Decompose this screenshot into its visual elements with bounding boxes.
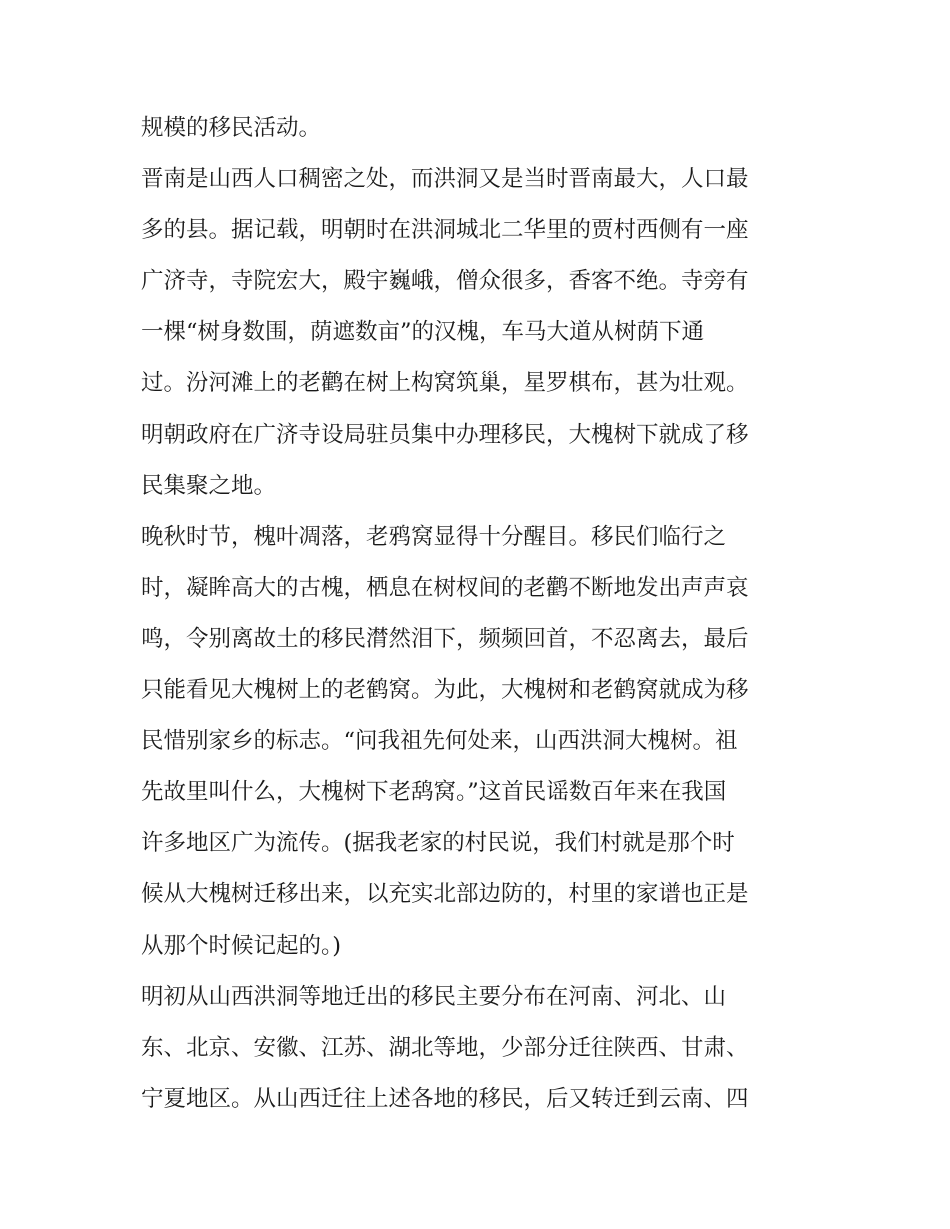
document-body xyxy=(141,103,821,1125)
text-line-10: 时，凝眸高大的古槐，栖息在树杈间的老鹳不断地发出声声哀 xyxy=(141,574,749,601)
text-line-15: 许多地区广为流传。(据我老家的村民说，我们村就是那个时 xyxy=(141,830,735,857)
text-line-19: 东、北京、安徽、江苏、湖北等地，少部分迁往陕西、甘肃、 xyxy=(141,1034,749,1061)
text-line-16: 候从大槐树迁移出来，以充实北部边防的，村里的家谱也正是 xyxy=(141,881,749,908)
text-line-11: 鸣，令别离故土的移民潸然泪下，频频回首，不忍离去，最后 xyxy=(141,625,749,652)
text-line-4: 广济寺，寺院宏大，殿宇巍峨，僧众很多，香客不绝。寺旁有 xyxy=(141,268,749,295)
text-line-13: 民惜别家乡的标志。“问我祖先何处来，山西洪洞大槐树。祖 xyxy=(141,728,738,755)
text-line-3: 多的县。据记载，明朝时在洪洞城北二华里的贾村西侧有一座 xyxy=(141,217,749,244)
text-line-18: 明初从山西洪洞等地迁出的移民主要分布在河南、河北、山 xyxy=(141,983,727,1010)
text-line-1: 规模的移民活动。 xyxy=(141,115,322,141)
text-line-17: 从那个时候记起的。) xyxy=(141,932,342,959)
text-line-2: 晋南是山西人口稠密之处，而洪洞又是当时晋南最大，人口最 xyxy=(141,166,749,193)
text-line-6: 过。汾河滩上的老鹳在树上构窝筑巢，星罗棋布，甚为壮观。 xyxy=(141,370,749,397)
text-line-9: 晚秋时节，槐叶凋落，老鸦窝显得十分醒目。移民们临行之 xyxy=(141,523,727,550)
text-line-12: 只能看见大槐树上的老鹤窝。为此，大槐树和老鹤窝就成为移 xyxy=(141,677,749,704)
text-line-8: 民集聚之地。 xyxy=(141,472,277,499)
text-line-7: 明朝政府在广济寺设局驻员集中办理移民，大槐树下就成了移 xyxy=(141,421,749,448)
text-line-14: 先故里叫什么，大槐树下老鸹窝。”这首民谣数百年来在我国 xyxy=(141,779,727,806)
text-line-20: 宁夏地区。从山西迁往上述各地的移民，后又转迁到云南、四 xyxy=(141,1085,749,1112)
text-line-5: 一棵“树身数围，荫遮数亩”的汉槐，车马大道从树荫下通 xyxy=(141,319,705,346)
